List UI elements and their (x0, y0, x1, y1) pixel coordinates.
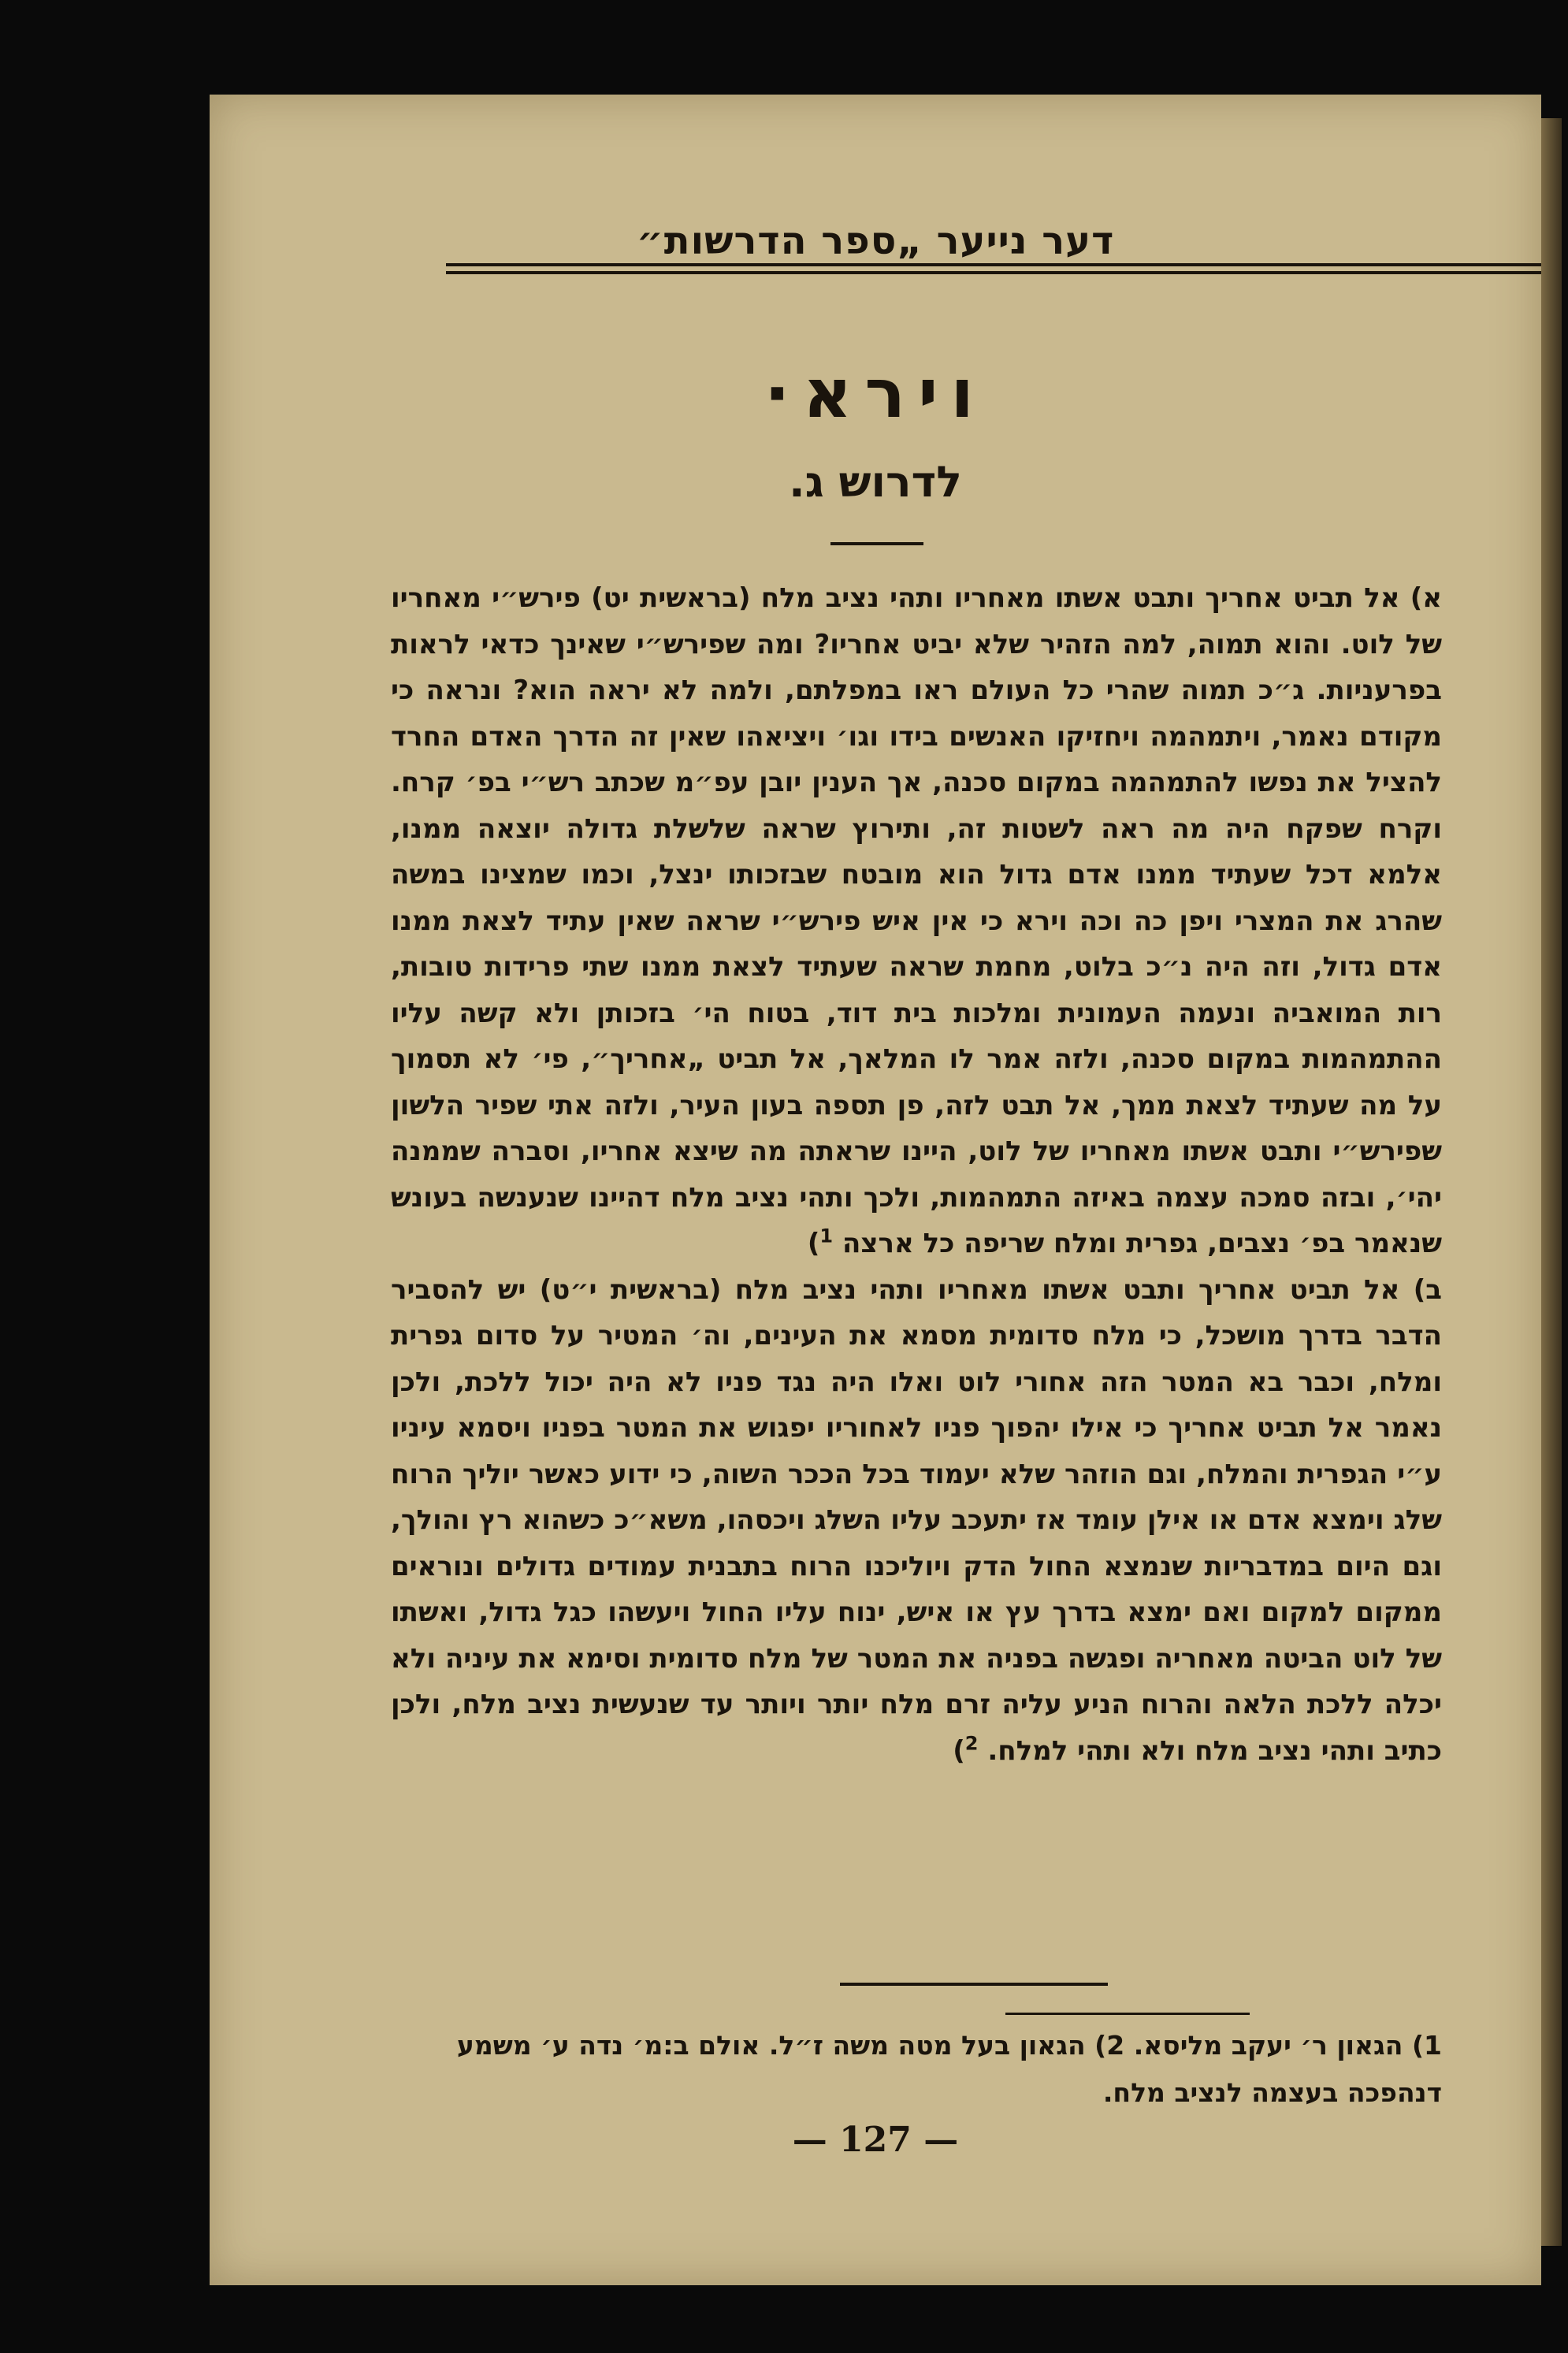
paragraph-b: ב) אל תביט אחריך ותבט אשתו מאחריו ותהי נציב מלח (בראשית י״ט) יש להסביר הדבר בדרך מושכל, כי מלח סדומית מסמא את העינים, וה׳ המטיר על סדום גפרית ומלח, וכבר בא המטר הזה אחורי לוט ואלו היה נגד פניו לא היה יכול ללכת, ולכן נאמר אל תביט אחריך כי אילו יהפוך פניו לאחוריו יפגוש את המטר בפניו ויסמא עיניו ע״י הגפרית והמלח, וגם הוזהר שלא יעמוד בכל הככר השוה, כי ידוע כאשר יוליך הרוח שלג וימצא אדם או אילן עומד אז יתעכב עליו השלג ויכסהו, משא״כ כשהוא רץ והולך, וגם היום במדבריות שנמצא החול הדק ויוליכנו הרוח בתבנית עמודים גדולים ונוראים ממקום למקום ואם ימצא בדרך עץ או איש, ינוח עליו החול ויעשהו כגל גדול, ואשתו של לוט הביטה מאחריה ופגשה בפניה את המטר של מלח סדומית וסימא את עיניה ולא יכלה ללכת הלאה והרוח הניע עליה זרם מלח יותר ויותר עד שנעשית נציב מלח, ולכן כתיב ותהי נציב מלח ולא ותהי למלח. $^2$) (391, 1273, 1442, 1767)
footnote-rule (1005, 2013, 1250, 2015)
title-rule (830, 542, 923, 545)
page-number: — 127 — (792, 2120, 959, 2160)
section-subtitle: לדרוש ג. (789, 457, 962, 507)
footnotes-line (391, 2022, 1442, 2117)
footnote-2: 2) הגאון בעל מטה משה ז״ל. אולם ב:מ׳ נדה ע׳ משמע דנהפכה בעצמה לנציב מלח. (456, 2030, 1442, 2108)
text-end-rule (840, 1983, 1108, 1986)
book-page (210, 95, 1541, 2285)
footnote-1: 1) הגאון ר׳ יעקב מליסא. (1133, 2030, 1442, 2061)
header-rule-top (446, 263, 1541, 266)
footnotes (391, 2022, 1442, 2117)
paragraph-a: א) אל תביט אחריך ותבט אשתו מאחריו ותהי נציב מלח (בראשית יט) פירש״י מאחריו של לוט. והוא תמוה, למה הזהיר שלא יביט אחריו? ומה שפירש״י שאינך כדאי לראות בפרעניות. ג״כ תמוה שהרי כל העולם ראו במפלתם, ולמה לא יראה הוא? ונראה כי מקודם נאמר, ויתמהמה ויחזיקו האנשים בידו וגו׳ ויציאהו שאין זה הדרך האדם החרד להציל את נפשו להתמהמה במקום סכנה, אך הענין יובן עפ״מ שכתב רש״י בפ׳ קרח. וקרח שפקח היה מה ראה לשטות זה, ותירוץ שראה שלשלת גדולה יוצאה ממנו, אלמא דכל שעתיד ממנו אדם גדול הוא מובטח שבזכותו ינצל, וכמו שמצינו במשה שהרג את המצרי ויפן כה וכה וירא כי אין איש פירש״י שראה שאין עתיד לצאת ממנו אדם גדול, וזה היה נ״כ בלוט, מחמת שראה שעתיד לצאת ממנו שתי פרידות טובות, רות המואביה ונעמה העמונית ומלכות בית דוד, בטוח הי׳ בזכותן ולא קשה עליו ההתמהמות במקום סכנה, ולזה אמר לו המלאך, אל תביט „אחריך״, פי׳ לא תסמוך על מה שעתיד לצאת ממך, אל תבט לזה, פן תספה בעון העיר, ולזה אתי שפיר הלשון שפירש״י ותבט אשתו מאחריו של לוט, היינו שראתה מה שיצא אחריו, וסברה שממנה יהי׳, ובזה סמכה עצמה באיזה התמהמות, ולכך ותהי נציב מלח דהיינו שנענשה בעונש שנאמר בפ׳ נצבים, גפרית ומלח שריפה כל ארצה $^1$) (391, 582, 1442, 1259)
section-title: וירא· (764, 355, 987, 433)
footnote-marker-1: 1 (819, 1225, 834, 1247)
paragraph-a-text: א) אל תביט אחריך ותבט אשתו מאחריו ותהי נציב מלח (בראשית יט) פירש״י מאחריו של לוט. והוא תמוה, למה הזהיר שלא יביט אחריו? ומה שפירש״י שאינך כדאי לראות בפרעניות. ג״כ תמוה שהרי כל העולם ראו במפלתם, ולמה לא יראה הוא? ונראה כי מקודם נאמר, ויתמהמה ויחזיקו האנשים בידו וגו׳ ויציאהו שאין זה הדרך האדם החרד להציל את נפשו להתמהמה במקום סכנה, אך הענין יובן עפ״מ שכתב רש״י בפ׳ קרח. וקרח שפקח היה מה ראה לשטות זה, ותירוץ שראה שלשלת גדולה יוצאה ממנו, אלמא דכל שעתיד ממנו אדם גדול הוא מובטח שבזכותו ינצל, וכמו שמצינו במשה שהרג את המצרי ויפן כה וכה וירא כי אין איש פירש״י שראה שאין עתיד לצאת ממנו אדם גדול, וזה היה נ״כ בלוט, מחמת שראה שעתיד לצאת ממנו שתי פרידות טובות, רות המואביה ונעמה העמונית ומלכות בית דוד, בטוח הי׳ בזכותן ולא קשה עליו ההתמהמות במקום סכנה, ולזה אמר לו המלאך, אל תביט „אחריך״, פי׳ לא תסמוך על מה שעתיד לצאת ממך, אל תבט לזה, פן תספה בעון העיר, ולזה אתי שפיר הלשון שפירש״י ותבט אשתו מאחריו של לוט, היינו שראתה מה שיצא אחריו, וסברה שממנה יהי׳, ובזה סמכה עצמה באיזה התמהמות, ולכך ותהי נציב מלח דהיינו שנענשה בעונש שנאמר בפ׳ נצבים, גפרית ומלח שריפה כל ארצה (391, 582, 1442, 1259)
running-head: דער נייער „ספר הדרשות״ (636, 219, 1115, 263)
main-text (391, 575, 1442, 1774)
page-edge (1541, 118, 1562, 2246)
header-rule-bottom (446, 271, 1541, 274)
paragraph-b-text: ב) אל תביט אחריך ותבט אשתו מאחריו ותהי נציב מלח (בראשית י״ט) יש להסביר הדבר בדרך מושכל, כי מלח סדומית מסמא את העינים, וה׳ המטיר על סדום גפרית ומלח, וכבר בא המטר הזה אחורי לוט ואלו היה נגד פניו לא היה יכול ללכת, ולכן נאמר אל תביט אחריך כי אילו יהפוך פניו לאחוריו יפגוש את המטר בפניו ויסמא עיניו ע״י הגפרית והמלח, וגם הוזהר שלא יעמוד בכל הככר השוה, כי ידוע כאשר יוליך הרוח שלג וימצא אדם או אילן עומד אז יתעכב עליו השלג ויכסהו, משא״כ כשהוא רץ והולך, וגם היום במדבריות שנמצא החול הדק ויוליכנו הרוח בתבנית עמודים גדולים ונוראים ממקום למקום ואם ימצא בדרך עץ או איש, ינוח עליו החול ויעשהו כגל גדול, ואשתו של לוט הביטה מאחריה ופגשה בפניה את המטר של מלח סדומית וסימא את עיניה ולא יכלה ללכת הלאה והרוח הניע עליה זרם מלח יותר ויותר עד שנעשית נציב מלח, ולכן כתיב ותהי נציב מלח ולא ותהי למלח. (391, 1273, 1442, 1767)
footnote-marker-2: 2 (964, 1732, 979, 1755)
